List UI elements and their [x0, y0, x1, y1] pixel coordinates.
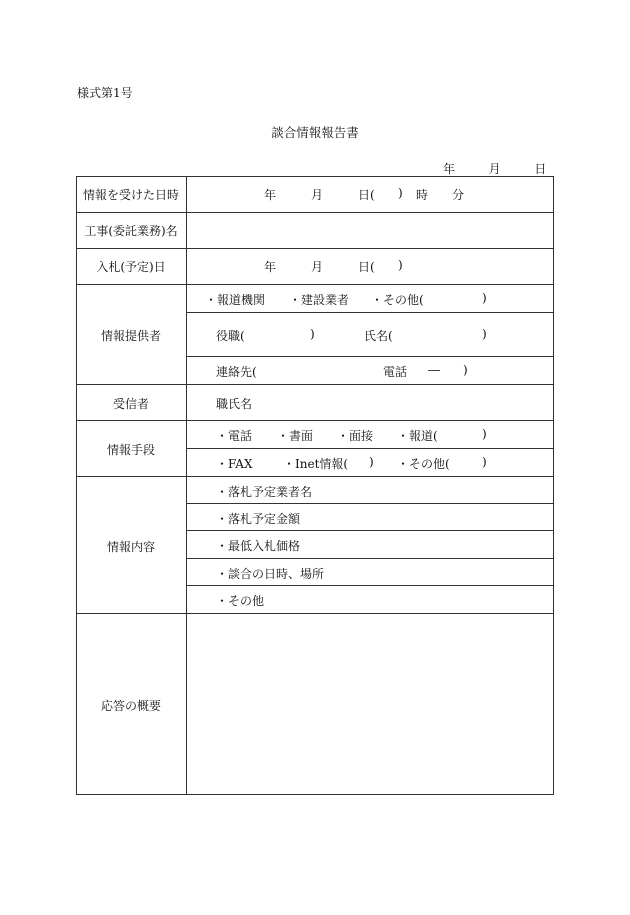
- informant-other-option[interactable]: ・その他(: [371, 293, 424, 307]
- content-item-min-price[interactable]: ・最低入札価格: [216, 539, 301, 553]
- bid-day-close: ): [398, 258, 403, 272]
- report-date-year: 年: [443, 162, 456, 176]
- received-month-field[interactable]: 月: [311, 188, 324, 202]
- row-divider: [76, 476, 554, 477]
- means-fax-option[interactable]: ・FAX: [216, 457, 253, 471]
- report-date-day: 日: [534, 162, 547, 176]
- response-summary-label: 応答の概要: [100, 699, 161, 713]
- informant-other-close: ): [482, 291, 487, 305]
- sub-row-divider: [186, 312, 554, 313]
- row-divider: [76, 212, 554, 213]
- row-divider: [76, 248, 554, 249]
- means-phone-option[interactable]: ・電話: [216, 429, 253, 443]
- means-other-close: ): [482, 455, 487, 469]
- bid-month-field[interactable]: 月: [311, 260, 324, 274]
- means-report-close: ): [482, 427, 487, 441]
- project-name-field[interactable]: [190, 216, 550, 244]
- means-inet-close: ): [369, 455, 374, 469]
- sub-row-divider: [186, 356, 554, 357]
- informant-name-close: ): [482, 327, 487, 341]
- means-document-option[interactable]: ・書面: [277, 429, 314, 443]
- content-item-other[interactable]: ・その他: [216, 594, 265, 608]
- project-name-label: 工事(委託業務)名: [84, 224, 178, 238]
- sub-row-divider: [186, 530, 554, 531]
- content-item-datetime-place[interactable]: ・談合の日時、場所: [216, 567, 325, 581]
- means-report-option[interactable]: ・報道(: [397, 429, 438, 443]
- informant-label: 情報提供者: [100, 329, 161, 343]
- received-datetime-label: 情報を受けた日時: [82, 188, 179, 202]
- bid-year-field[interactable]: 年: [264, 260, 277, 274]
- bid-date-label: 入札(予定)日: [96, 260, 166, 274]
- received-year-field[interactable]: 年: [264, 188, 277, 202]
- sub-row-divider: [186, 448, 554, 449]
- response-summary-field[interactable]: [190, 618, 550, 790]
- bid-day-field[interactable]: 日(: [358, 260, 375, 274]
- receiver-name-field[interactable]: 職氏名: [216, 397, 253, 411]
- informant-contact-field[interactable]: 連絡先(: [216, 365, 257, 379]
- document-title: 談合情報報告書: [271, 125, 359, 140]
- informant-position-close: ): [310, 327, 315, 341]
- informant-phone-field[interactable]: 電話: [383, 365, 408, 379]
- sub-row-divider: [186, 503, 554, 504]
- informant-media-option[interactable]: ・報道機関: [205, 293, 266, 307]
- means-interview-option[interactable]: ・面接: [337, 429, 374, 443]
- means-other-option[interactable]: ・その他(: [397, 457, 450, 471]
- info-content-label: 情報内容: [106, 540, 155, 554]
- received-minute-field[interactable]: 分: [452, 188, 465, 202]
- received-day-close: ): [398, 186, 403, 200]
- informant-phone-dash: ―: [428, 363, 440, 377]
- sub-row-divider: [186, 585, 554, 586]
- info-means-label: 情報手段: [106, 443, 155, 457]
- receiver-label: 受信者: [112, 397, 149, 411]
- informant-name-field[interactable]: 氏名(: [364, 329, 393, 343]
- report-date: [443, 160, 546, 177]
- report-date-month: 月: [488, 162, 501, 176]
- means-inet-option[interactable]: ・Inet情報(: [283, 457, 349, 471]
- form-number: 様式第1号: [77, 86, 133, 100]
- row-divider: [76, 384, 554, 385]
- content-item-amount[interactable]: ・落札予定金額: [216, 512, 301, 526]
- sub-row-divider: [186, 558, 554, 559]
- informant-builder-option[interactable]: ・建設業者: [289, 293, 350, 307]
- row-divider: [76, 613, 554, 614]
- row-divider: [76, 284, 554, 285]
- label-column-divider: [186, 176, 187, 795]
- informant-position-field[interactable]: 役職(: [216, 329, 245, 343]
- informant-contact-close: ): [463, 363, 468, 377]
- content-item-bidder[interactable]: ・落札予定業者名: [216, 485, 313, 499]
- received-day-field[interactable]: 日(: [358, 188, 375, 202]
- row-divider: [76, 420, 554, 421]
- received-hour-field[interactable]: 時: [416, 188, 429, 202]
